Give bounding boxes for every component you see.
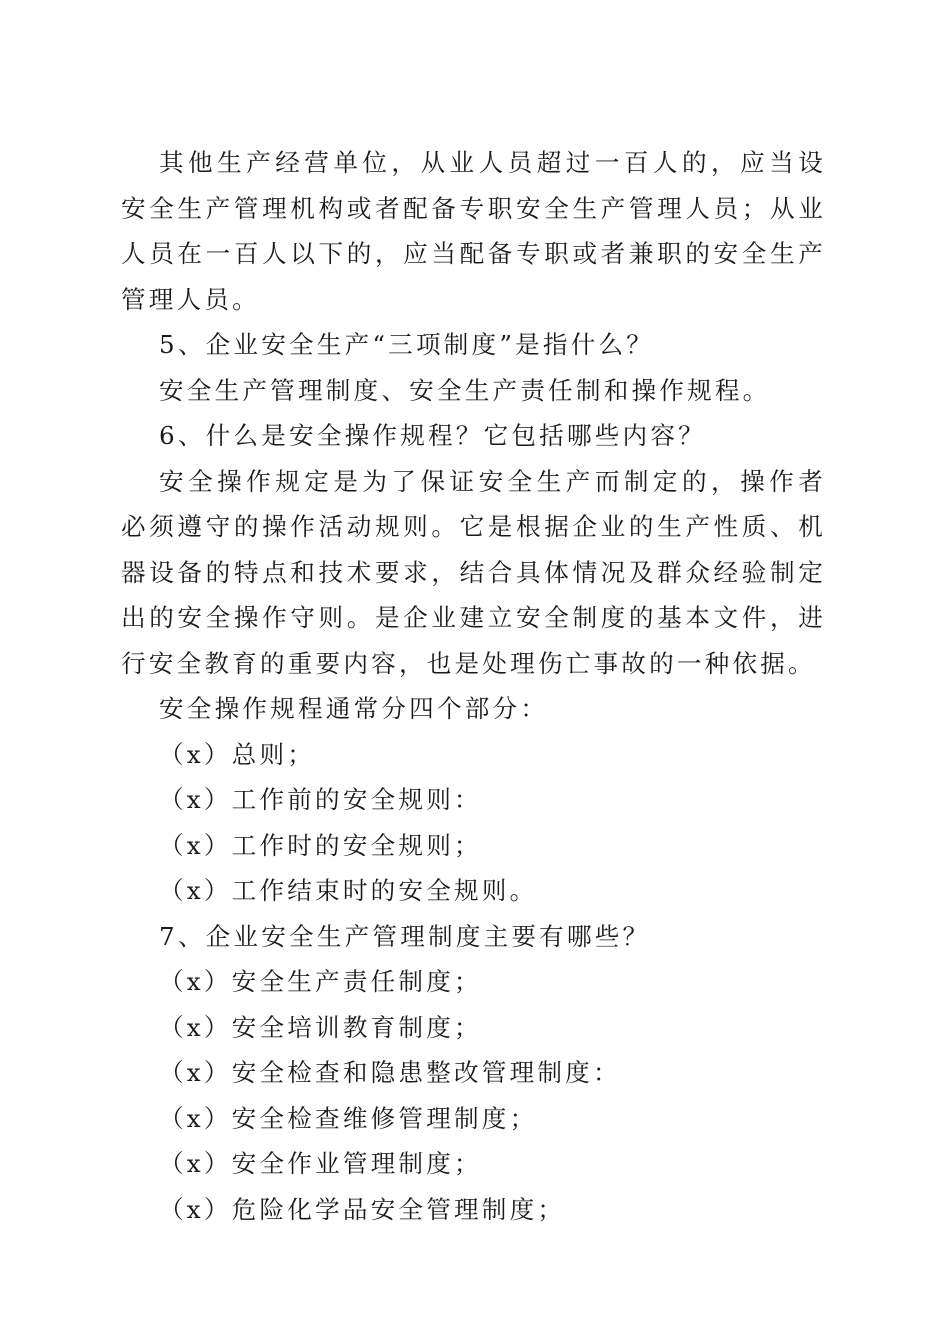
document-body: [121, 140, 826, 1232]
answer-6: 安全操作规定是为了保证安全生产而制定的，操作者必须遵守的操作活动规则。它是根据企业的生产性质、机器设备的特点和技术要求，结合具体情况及群众经验制定出的安全操作守则。是企业建立安全制度的基本文件，进行安全教育的重要内容，也是处理伤亡事故的一种依据。: [121, 466, 826, 678]
list-item: （x）总则；: [159, 739, 316, 769]
list-item: （x）安全检查和隐患整改管理制度：: [159, 1058, 621, 1087]
list-item: （x）安全作业管理制度；: [159, 1149, 482, 1178]
answer-5: 安全生产管理制度、安全生产责任制和操作规程。: [159, 375, 771, 405]
paragraph-staffing-requirement: 其他生产经营单位，从业人员超过一百人的，应当设安全生产管理机构或者配备专职安全生产管理人员；从业人员在一百人以下的，应当配备专职或者兼职的安全生产管理人员。: [121, 148, 826, 314]
list-item: （x）安全检查维修管理制度；: [159, 1103, 538, 1133]
list-item: （x）安全生产责任制度；: [159, 967, 482, 996]
list-item: （x）危险化学品安全管理制度；: [159, 1194, 566, 1224]
question-6: 6、什么是安全操作规程？它包括哪些内容？: [159, 421, 706, 450]
question-7: 7、企业安全生产管理制度主要有哪些？: [159, 921, 651, 951]
answer-6-parts-intro: 安全操作规程通常分四个部分：: [159, 694, 549, 723]
list-item: （x）工作结束时的安全规则。: [159, 876, 538, 905]
list-item: （x）工作前的安全规则：: [159, 785, 482, 814]
list-item: （x）工作时的安全规则；: [159, 830, 482, 860]
list-item: （x）安全培训教育制度；: [159, 1012, 482, 1042]
question-5: 5、企业安全生产“三项制度”是指什么？: [159, 330, 655, 359]
